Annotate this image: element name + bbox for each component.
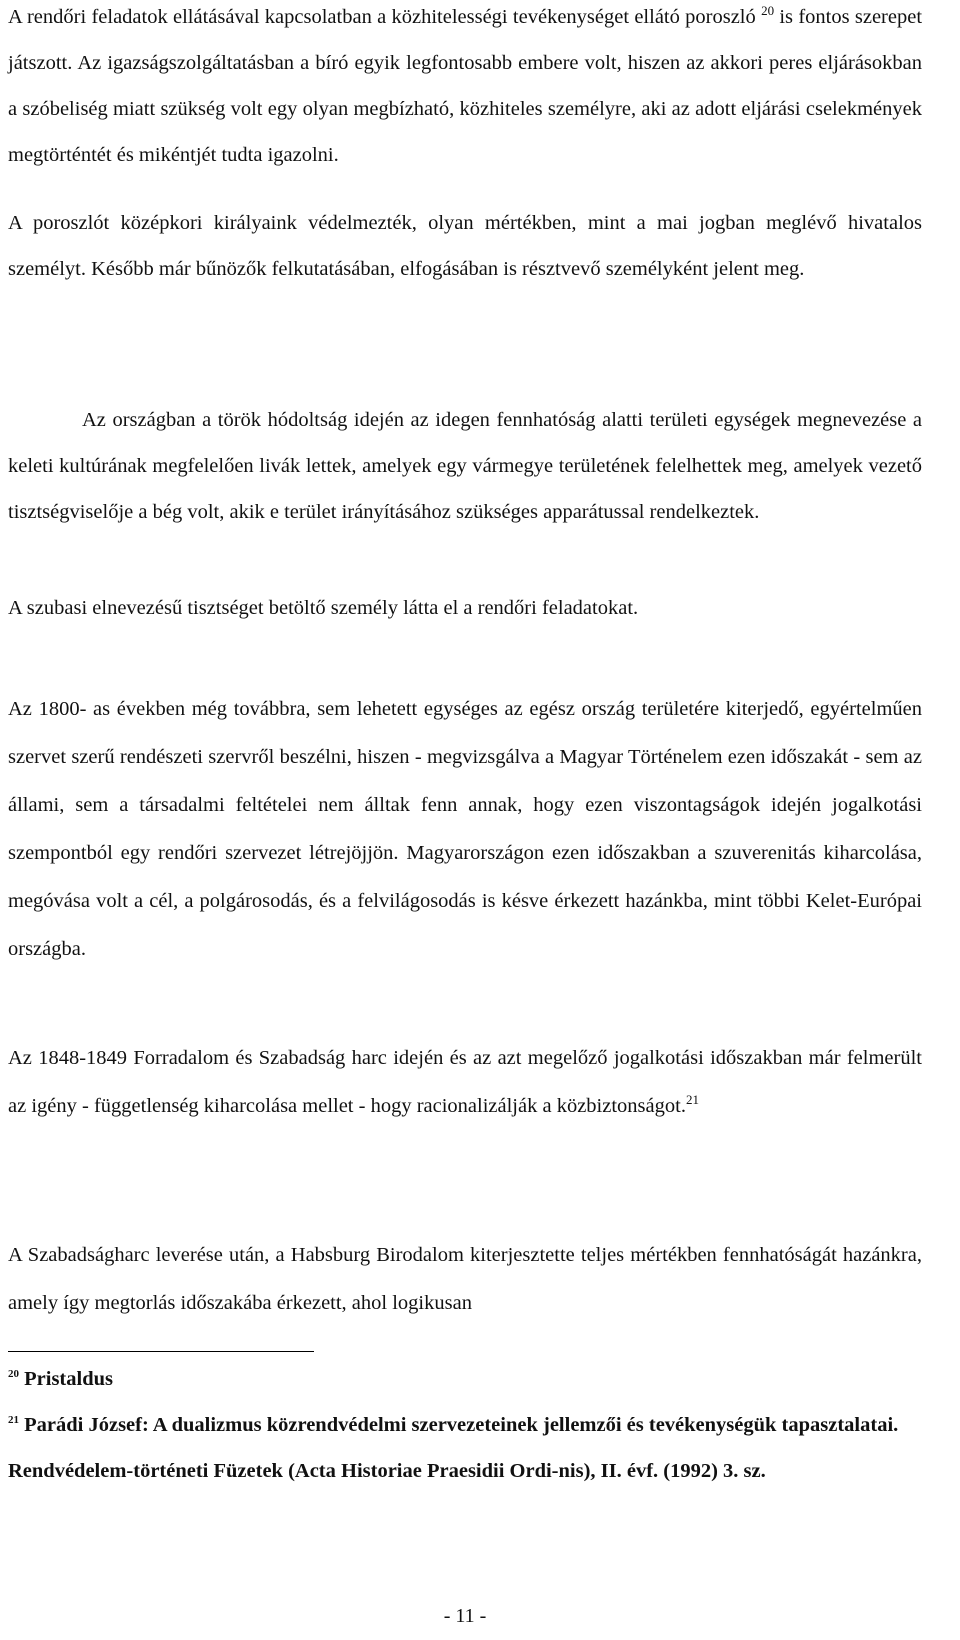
paragraph-kiralyaink: A poroszlót középkori királyaink védelmezték, olyan mértékben, mint a mai jogban meglévő hivatalos személyt. Később már bűnözők felkutatásában, elfogásában is résztvevő személyként jelent meg. — [8, 212, 922, 280]
footnote-20 — [8, 1356, 922, 1402]
paragraph-poroszlo — [8, 0, 922, 178]
footnote-number: 21 — [8, 1414, 19, 1427]
footnote-text: Parádi József: A dualizmus közrendvédelmi szervezeteinek jellemzői és tevékenységük tapasztalatai. Rendvédelem-történeti Füzetek (Acta Historiae Praesidii Ordi-nis), II. évf. (1992) 3. sz. — [8, 1414, 899, 1482]
paragraph-text: A rendőri feladatok ellátásával kapcsolatban a közhitelességi tevékenységet ellátó poroszló — [8, 6, 756, 28]
paragraph-torok-hodoltsag: Az országban a török hódoltság idején az idegen fennhatóság alatti területi egységek megnevezése a keleti kultúrának megfelelően livák lettek, amelyek egy vármegye területének felelhettek meg, amelyek vezető tisztségviselője a bég volt, akik e terület irányításához szükséges apparátussal rendelkeztek. — [8, 409, 922, 523]
footnote-ref-21[interactable]: 21 — [685, 1092, 699, 1108]
page-number: - 11 - — [443, 1605, 487, 1627]
paragraph-1800-evek: Az 1800- as években még továbbra, sem lehetett egységes az egész ország területére kiterjedő, egyértelműen szervet szerű rendészeti szervről beszélni, hiszen - megvizsgálva a Magyar Történelem ezen időszakát - sem az állami, sem a társadalmi feltételei nem álltak fenn annak, hogy ezen viszontagságok idején jogalkotási szempontból egy rendőri szervezet létrejöjjön. Magyarországon ezen időszakban a szuverenitás kiharcolása, megóvása volt a cél, a polgárosodás, és a felvilágosodás is késve érkezett hazánkba, mint többi Kelet-Európai országba. — [8, 698, 922, 960]
footnote-21 — [8, 1402, 922, 1494]
footnotes — [8, 1356, 922, 1494]
paragraph-szabadsagharc: A Szabadságharc leverése után, a Habsburg Birodalom kiterjesztette teljes mértékben fennhatóságát hazánkra, amely így megtorlás időszakába érkezett, ahol logikusan — [8, 1244, 922, 1314]
footnote-number: 20 — [8, 1368, 19, 1381]
paragraph-1848-1849 — [8, 1034, 922, 1130]
footnote-ref-20[interactable]: 20 — [761, 3, 775, 19]
paragraph-text-continued: is fontos szerepet játszott. Az igazságszolgáltatásban a bíró egyik legfontosabb embere volt, hiszen az akkori peres eljárásokban a szóbeliség miatt szükség volt egy olyan megbízható, közhiteles személyre, aki az adott eljárási cselekmények megtörténtét és mikéntjét tudta igazolni. — [8, 6, 923, 166]
paragraph-szubasi: A szubasi elnevezésű tisztséget betöltő személy látta el a rendőri feladatokat. — [8, 597, 639, 619]
paragraph-text: Az 1848-1849 Forradalom és Szabadság harc idején és az azt megelőző jogalkotási időszakban már felmerült az igény - függetlenség kiharcolása mellet - hogy racionalizálják a közbiztonságot. — [8, 1047, 922, 1117]
footnote-text: Pristaldus — [24, 1368, 113, 1390]
footnote-separator — [8, 1351, 314, 1352]
